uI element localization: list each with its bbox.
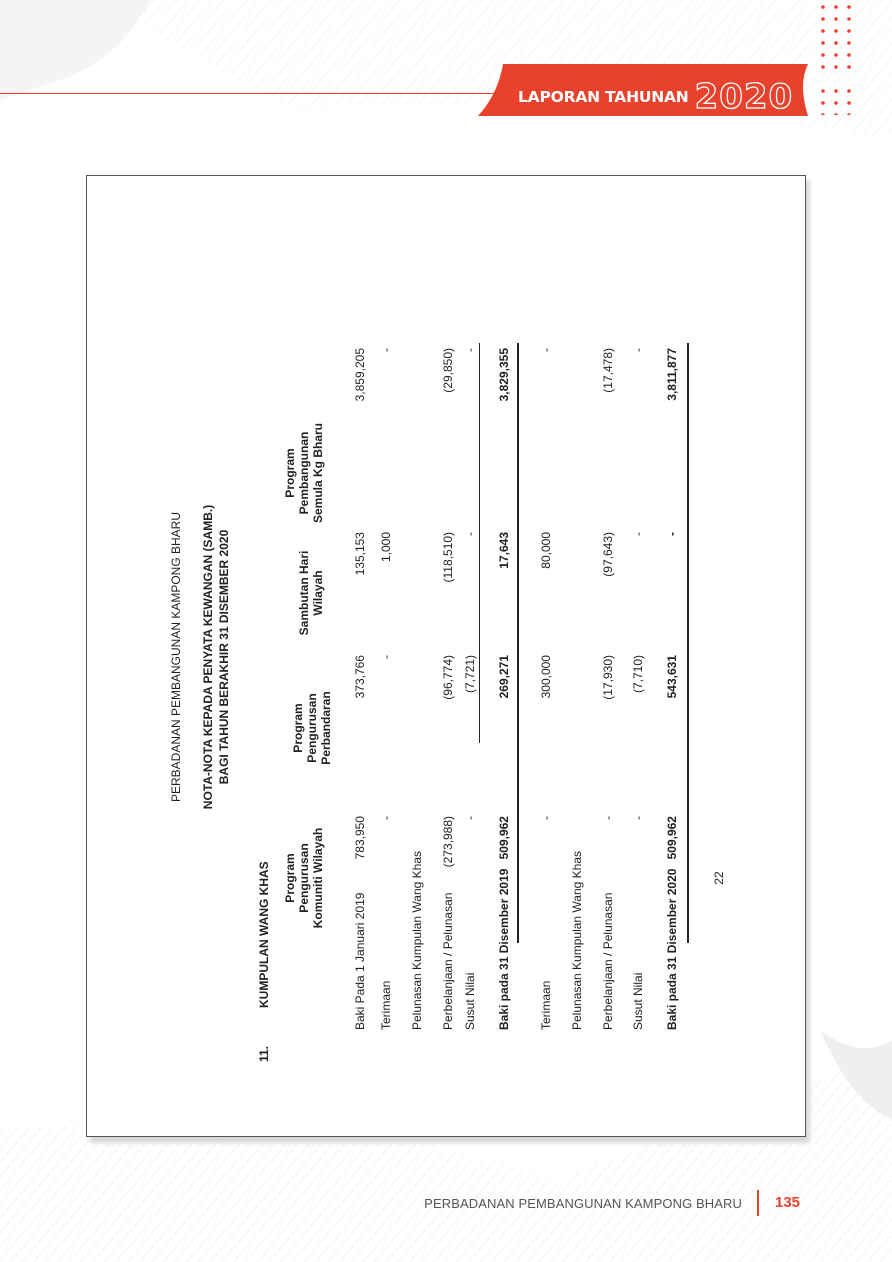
section-number: 11.: [257, 1045, 271, 1062]
decor-dot: [821, 17, 825, 21]
cell-value: 543,631: [665, 655, 679, 699]
cell-value: 1,000: [379, 532, 393, 563]
decor-dot: [834, 89, 838, 93]
dot-grid-decoration: [819, 3, 855, 115]
statement-period: BAGI TAHUN BERAKHIR 31 DISEMBER 2020: [217, 529, 231, 785]
row-label: Baki pada 31 Disember 2020: [665, 868, 679, 1030]
decor-dot: [821, 29, 825, 33]
cell-value: (17,478): [601, 348, 615, 393]
column-header: Program Pengurusan Komuniti Wilayah: [283, 827, 325, 929]
decor-dot: [821, 89, 825, 93]
row-label: Pelunasan Kumpulan Wang Khas: [570, 850, 584, 1030]
decor-dot: [821, 113, 825, 115]
column-header: Program Pembangunan Semula Kg Bharu: [283, 422, 325, 524]
cell-value: (273,988): [441, 816, 455, 868]
cell-value: -: [665, 532, 679, 536]
header-rule: [0, 93, 520, 94]
cell-value: 269,271: [497, 655, 511, 699]
cell-value: 135,153: [353, 532, 367, 576]
statement-title: NOTA-NOTA KEPADA PENYATA KEWANGAN (SAMB.): [201, 504, 215, 810]
cell-value: (118,510): [441, 532, 455, 583]
row-label: Susut Nilai: [631, 972, 645, 1030]
cell-value: 80,000: [539, 532, 553, 569]
scanned-statement-page: [86, 175, 806, 1137]
decor-dot: [847, 17, 851, 21]
row-label: Baki Pada 1 Januari 2019: [353, 892, 367, 1030]
cell-value: (96,774): [441, 655, 455, 700]
subtotal-rule: [479, 343, 480, 743]
column-header: Program Pengurusan Perbandaran: [291, 691, 333, 765]
decor-dot: [834, 41, 838, 45]
statement-org-name: PERBADANAN PEMBANGUNAN KAMPONG BHARU: [169, 511, 183, 803]
balance-rule: [687, 343, 689, 943]
cell-value: -: [539, 348, 553, 352]
decor-dot: [821, 41, 825, 45]
decor-dot: [821, 53, 825, 57]
section-title: KUMPULAN WANG KHAS: [257, 861, 271, 1008]
cell-value: (7,710): [631, 655, 645, 694]
cell-value: -: [463, 816, 477, 820]
cell-value: -: [539, 816, 553, 820]
decor-dot: [847, 101, 851, 105]
cell-value: -: [631, 816, 645, 820]
row-label: Terimaan: [539, 980, 553, 1030]
row-label: Perbelanjaan / Pelunasan: [601, 892, 615, 1030]
decor-dot: [847, 53, 851, 57]
decor-dot: [834, 5, 838, 9]
footer-divider: [757, 1190, 759, 1216]
row-label: Baki pada 31 Disember 2019: [497, 868, 511, 1030]
decor-dot: [847, 113, 851, 115]
rotated-statement: [87, 176, 806, 1137]
decor-dot: [834, 113, 838, 115]
banner-year: 2020: [694, 77, 794, 117]
cell-value: -: [463, 532, 477, 536]
row-label: Pelunasan Kumpulan Wang Khas: [410, 850, 424, 1030]
cell-value: 509,962: [665, 816, 679, 860]
cell-value: (17,930): [601, 655, 615, 700]
column-header: Sambutan Hari Wilayah: [297, 550, 325, 636]
cell-value: -: [379, 348, 393, 352]
balance-rule: [517, 343, 519, 943]
cell-value: 509,962: [497, 816, 511, 860]
cell-value: -: [379, 655, 393, 659]
cell-value: -: [601, 816, 615, 820]
row-label: Perbelanjaan / Pelunasan: [441, 892, 455, 1030]
decor-dot: [834, 29, 838, 33]
footer-page-number: 135: [775, 1194, 801, 1211]
decor-dot: [847, 89, 851, 93]
cell-value: (7,721): [463, 655, 477, 694]
decor-dot: [834, 101, 838, 105]
banner-label: LAPORAN TAHUNAN: [518, 88, 689, 106]
cell-value: 783,950: [353, 816, 367, 860]
decor-dot: [847, 5, 851, 9]
cell-value: -: [463, 348, 477, 352]
decor-dot: [847, 29, 851, 33]
cell-value: (97,643): [601, 532, 615, 577]
scan-page-number: 22: [712, 871, 726, 885]
banner-title: [518, 79, 793, 115]
cell-value: -: [379, 816, 393, 820]
decor-dot: [847, 65, 851, 69]
cell-value: 3,859,205: [353, 348, 367, 402]
cell-value: 300,000: [539, 655, 553, 699]
decor-dot: [821, 5, 825, 9]
decor-dot: [847, 41, 851, 45]
cell-value: 373,766: [353, 655, 367, 699]
decor-dot: [821, 101, 825, 105]
cell-value: -: [631, 532, 645, 536]
cell-value: (29,850): [441, 348, 455, 393]
decor-dot: [834, 65, 838, 69]
cell-value: 17,643: [497, 532, 511, 569]
row-label: Susut Nilai: [463, 972, 477, 1030]
footer-org-name: PERBADANAN PEMBANGUNAN KAMPONG BHARU: [424, 1196, 742, 1211]
decor-dot: [834, 17, 838, 21]
decor-dot: [834, 53, 838, 57]
cell-value: 3,829,355: [497, 348, 511, 402]
row-label: Terimaan: [379, 980, 393, 1030]
cell-value: -: [631, 348, 645, 352]
cell-value: 3,811,877: [665, 348, 679, 401]
decor-dot: [821, 65, 825, 69]
